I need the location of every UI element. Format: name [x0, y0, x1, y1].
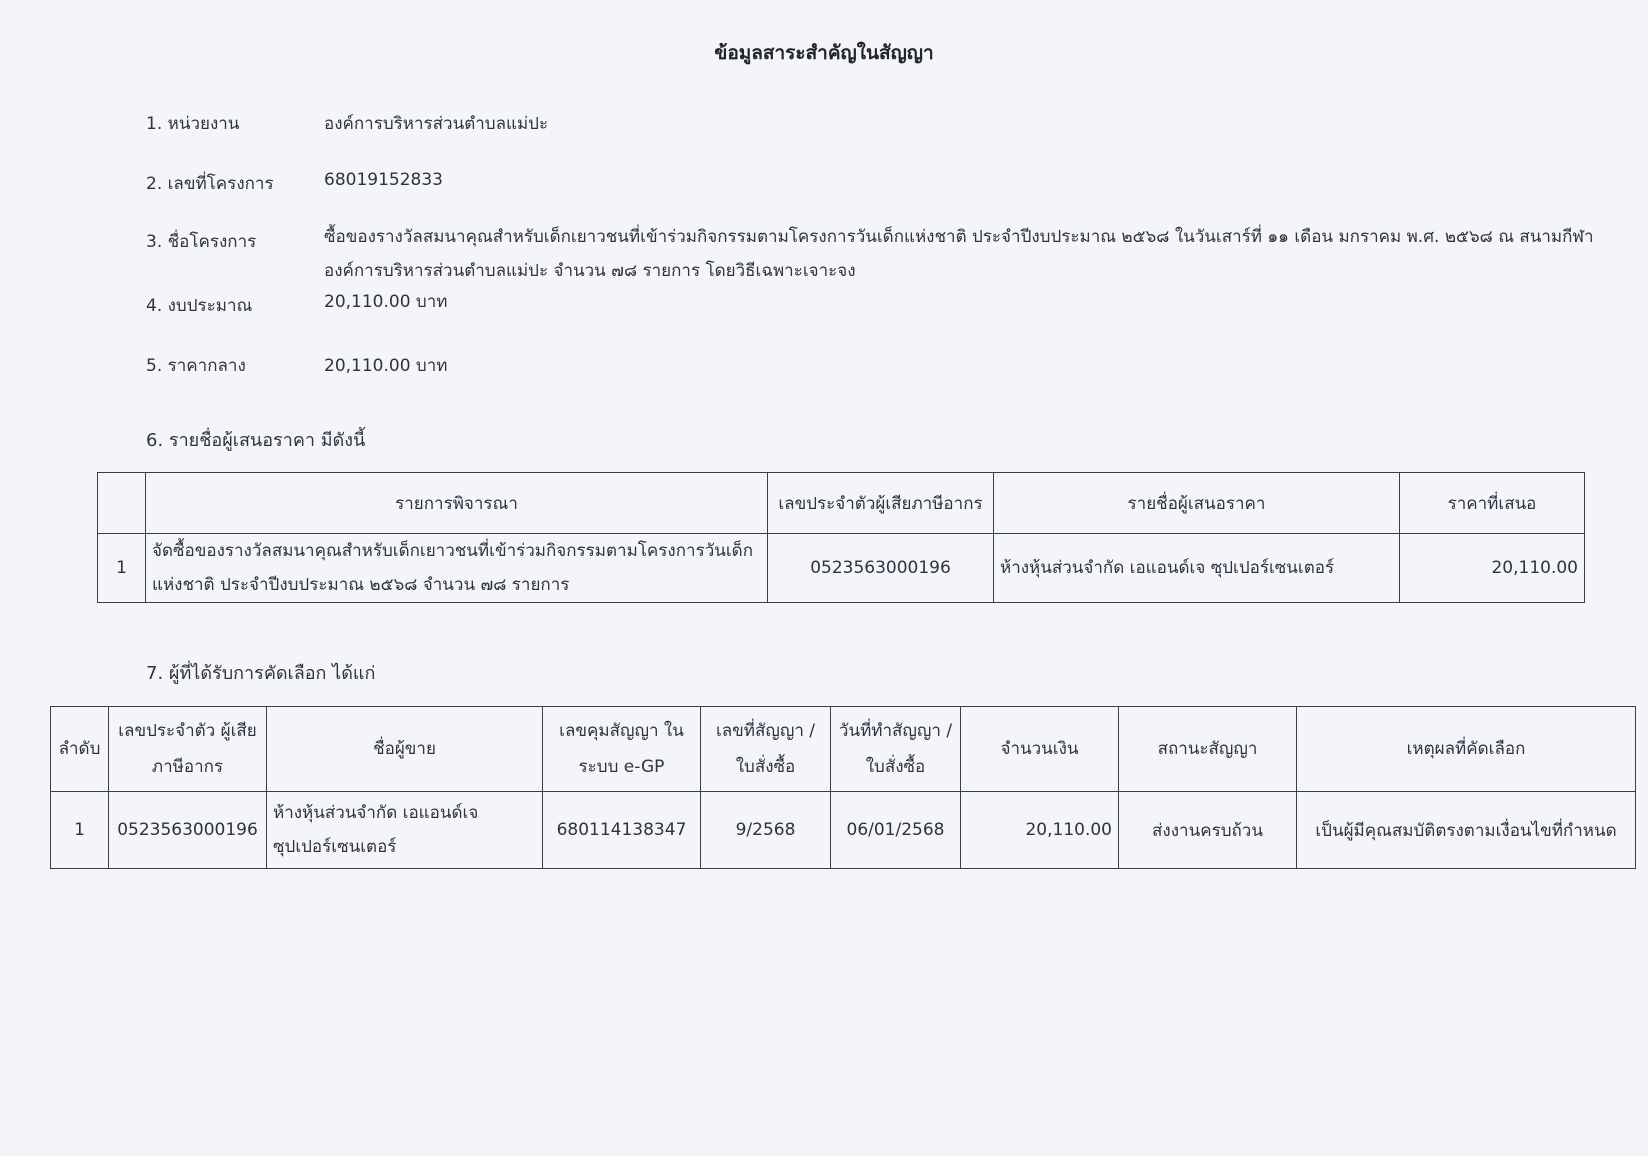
- field-label: 2. เลขที่โครงการ: [146, 174, 274, 194]
- header-cell: รายชื่อผู้เสนอราคา: [994, 473, 1400, 534]
- table-header-row: [98, 473, 1585, 534]
- field-value: ซื้อของรางวัลสมนาคุณสำหรับเด็กเยาวชนที่เข้าร่วมกิจกรรมตามโครงการวันเด็กแห่งชาติ ประจำปีงบประมาณ ๒๕๖๘ ในวันเสาร์ที่ ๑๑ เดือน มกราคม พ.ศ. ๒๕๖๘ ณ สนามกีฬา องค์การบริหารส่วนตำบลแม่ปะ จำนวน ๗๘ รายการ โดยวิธีเฉพาะเจาะจง: [324, 227, 1594, 281]
- table-row: [98, 534, 1585, 603]
- tax-id: 0523563000196: [109, 792, 267, 869]
- header-cell: เลขประจำตัว ผู้เสียภาษีอากร: [109, 707, 267, 792]
- header-cell: เลขประจำตัวผู้เสียภาษีอากร: [768, 473, 994, 534]
- field-label: 3. ชื่อโครงการ: [146, 232, 257, 252]
- bidders-table: [97, 472, 1585, 603]
- section-6-heading: 6. รายชื่อผู้เสนอราคา มีดังนี้: [146, 430, 366, 451]
- header-cell: เลขคุมสัญญา ในระบบ e-GP: [543, 707, 701, 792]
- row-number: 1: [98, 534, 146, 603]
- header-cell: วันที่ทำสัญญา / ใบสั่งซื้อ: [831, 707, 961, 792]
- offered-price: 20,110.00: [1400, 534, 1585, 603]
- field-value: องค์การบริหารส่วนตำบลแม่ปะ: [324, 114, 549, 134]
- table-header-row: [51, 707, 1636, 792]
- field-value: 20,110.00 บาท: [324, 356, 448, 376]
- seller-name: ห้างหุ้นส่วนจำกัด เอแอนด์เจ ซุปเปอร์เซนเตอร์: [267, 792, 543, 869]
- header-cell: เหตุผลที่คัดเลือก: [1297, 707, 1636, 792]
- field-label: 1. หน่วยงาน: [146, 114, 240, 134]
- header-cell: เลขที่สัญญา / ใบสั่งซื้อ: [701, 707, 831, 792]
- field-label: 4. งบประมาณ: [146, 296, 253, 316]
- item-description: จัดซื้อของรางวัลสมนาคุณสำหรับเด็กเยาวชนที่เข้าร่วมกิจกรรมตามโครงการวันเด็กแห่งชาติ ประจำปีงบประมาณ ๒๕๖๘ จำนวน ๗๘ รายการ: [146, 534, 768, 603]
- field-value: 20,110.00 บาท: [324, 292, 448, 312]
- tax-id: 0523563000196: [768, 534, 994, 603]
- header-cell: รายการพิจารณา: [146, 473, 768, 534]
- contract-date: 06/01/2568: [831, 792, 961, 869]
- header-cell: ชื่อผู้ขาย: [267, 707, 543, 792]
- egp-contract-number: 680114138347: [543, 792, 701, 869]
- header-cell: ลำดับ: [51, 707, 109, 792]
- contract-amount: 20,110.00: [961, 792, 1119, 869]
- selection-reason: เป็นผู้มีคุณสมบัติตรงตามเงื่อนไขที่กำหนด: [1297, 792, 1636, 869]
- row-number: 1: [51, 792, 109, 869]
- contract-status: ส่งงานครบถ้วน: [1119, 792, 1297, 869]
- field-label: 5. ราคากลาง: [146, 356, 246, 376]
- document-title: ข้อมูลสาระสำคัญในสัญญา: [714, 42, 934, 64]
- selected-vendor-table: [50, 706, 1636, 869]
- header-cell: [98, 473, 146, 534]
- header-cell: ราคาที่เสนอ: [1400, 473, 1585, 534]
- bidder-name: ห้างหุ้นส่วนจำกัด เอแอนด์เจ ซุปเปอร์เซนเตอร์: [994, 534, 1400, 603]
- field-value: 68019152833: [324, 170, 443, 190]
- contract-number: 9/2568: [701, 792, 831, 869]
- header-cell: สถานะสัญญา: [1119, 707, 1297, 792]
- header-cell: จำนวนเงิน: [961, 707, 1119, 792]
- table-row: [51, 792, 1636, 869]
- section-7-heading: 7. ผู้ที่ได้รับการคัดเลือก ได้แก่: [146, 663, 376, 684]
